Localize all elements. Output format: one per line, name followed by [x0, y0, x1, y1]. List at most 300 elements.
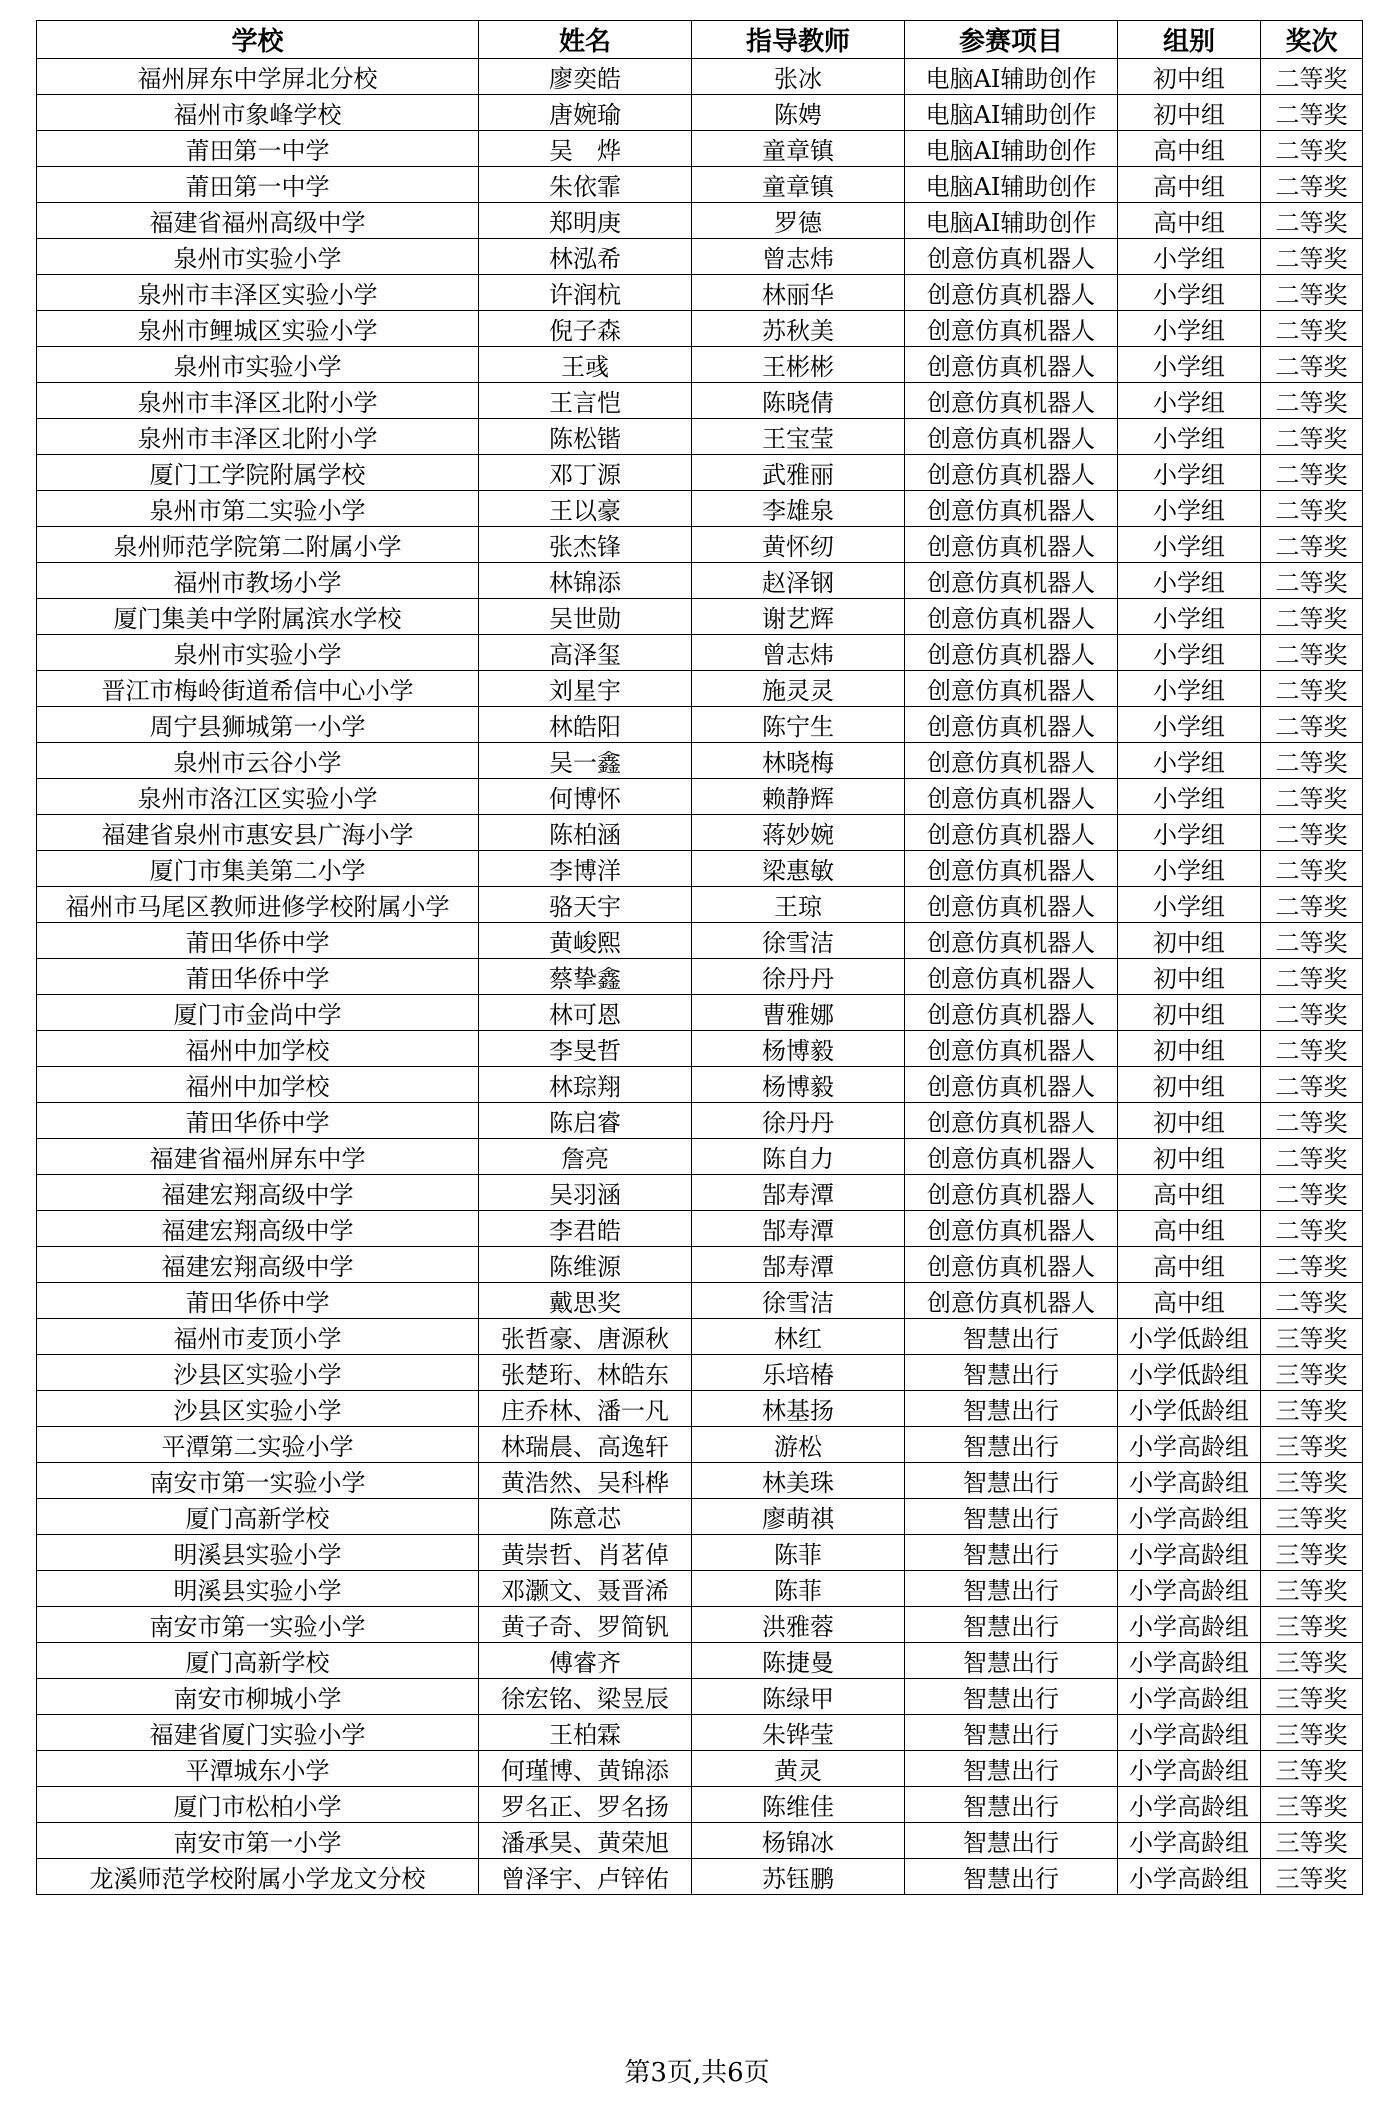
group-cell: 小学组	[1118, 347, 1261, 383]
award-cell: 二等奖	[1261, 887, 1363, 923]
award-cell: 二等奖	[1261, 59, 1363, 95]
award-cell: 二等奖	[1261, 923, 1363, 959]
name-cell: 张楚珩、林皓东	[479, 1355, 692, 1391]
teacher-cell: 徐丹丹	[692, 959, 905, 995]
event-cell: 智慧出行	[905, 1319, 1118, 1355]
award-cell: 二等奖	[1261, 1067, 1363, 1103]
event-cell: 创意仿真机器人	[905, 455, 1118, 491]
award-cell: 二等奖	[1261, 1247, 1363, 1283]
teacher-cell: 廖萌祺	[692, 1499, 905, 1535]
event-cell: 智慧出行	[905, 1499, 1118, 1535]
school-cell: 泉州市丰泽区北附小学	[37, 419, 479, 455]
award-cell: 二等奖	[1261, 959, 1363, 995]
award-cell: 二等奖	[1261, 779, 1363, 815]
group-cell: 初中组	[1118, 923, 1261, 959]
event-cell: 创意仿真机器人	[905, 887, 1118, 923]
table-row	[37, 1535, 1363, 1571]
name-cell: 张杰锋	[479, 527, 692, 563]
teacher-cell: 罗德	[692, 203, 905, 239]
group-cell: 高中组	[1118, 167, 1261, 203]
table-row	[37, 1679, 1363, 1715]
school-cell: 平潭第二实验小学	[37, 1427, 479, 1463]
school-cell: 泉州市鲤城区实验小学	[37, 311, 479, 347]
table-row	[37, 923, 1363, 959]
award-cell: 三等奖	[1261, 1535, 1363, 1571]
award-cell: 三等奖	[1261, 1427, 1363, 1463]
school-cell: 沙县区实验小学	[37, 1355, 479, 1391]
award-cell: 二等奖	[1261, 311, 1363, 347]
group-cell: 小学组	[1118, 815, 1261, 851]
table-row	[37, 599, 1363, 635]
group-cell: 小学组	[1118, 275, 1261, 311]
event-cell: 创意仿真机器人	[905, 563, 1118, 599]
name-cell: 庄乔林、潘一凡	[479, 1391, 692, 1427]
award-cell: 三等奖	[1261, 1751, 1363, 1787]
table-row	[37, 347, 1363, 383]
group-cell: 小学高龄组	[1118, 1751, 1261, 1787]
award-cell: 二等奖	[1261, 347, 1363, 383]
event-cell: 创意仿真机器人	[905, 383, 1118, 419]
name-cell: 陈意芯	[479, 1499, 692, 1535]
event-cell: 智慧出行	[905, 1679, 1118, 1715]
award-cell: 三等奖	[1261, 1391, 1363, 1427]
school-cell: 泉州市第二实验小学	[37, 491, 479, 527]
header-group: 组别	[1118, 21, 1261, 59]
name-cell: 李旻哲	[479, 1031, 692, 1067]
event-cell: 创意仿真机器人	[905, 923, 1118, 959]
event-cell: 创意仿真机器人	[905, 599, 1118, 635]
group-cell: 小学高龄组	[1118, 1859, 1261, 1895]
event-cell: 创意仿真机器人	[905, 1067, 1118, 1103]
school-cell: 莆田华侨中学	[37, 959, 479, 995]
header-award: 奖次	[1261, 21, 1363, 59]
name-cell: 陈柏涵	[479, 815, 692, 851]
group-cell: 高中组	[1118, 203, 1261, 239]
school-cell: 南安市第一小学	[37, 1823, 479, 1859]
name-cell: 徐宏铭、梁昱辰	[479, 1679, 692, 1715]
table-row	[37, 1787, 1363, 1823]
school-cell: 福建省厦门实验小学	[37, 1715, 479, 1751]
name-cell: 王彧	[479, 347, 692, 383]
event-cell: 创意仿真机器人	[905, 671, 1118, 707]
table-row	[37, 167, 1363, 203]
group-cell: 小学组	[1118, 743, 1261, 779]
teacher-cell: 苏秋美	[692, 311, 905, 347]
group-cell: 小学组	[1118, 383, 1261, 419]
event-cell: 创意仿真机器人	[905, 815, 1118, 851]
teacher-cell: 乐培椿	[692, 1355, 905, 1391]
teacher-cell: 陈维佳	[692, 1787, 905, 1823]
award-cell: 三等奖	[1261, 1679, 1363, 1715]
event-cell: 创意仿真机器人	[905, 743, 1118, 779]
event-cell: 智慧出行	[905, 1859, 1118, 1895]
table-row	[37, 887, 1363, 923]
school-cell: 福州中加学校	[37, 1067, 479, 1103]
school-cell: 厦门市松柏小学	[37, 1787, 479, 1823]
table-row	[37, 1499, 1363, 1535]
group-cell: 小学组	[1118, 779, 1261, 815]
table-row	[37, 491, 1363, 527]
teacher-cell: 童章镇	[692, 131, 905, 167]
table-row	[37, 1283, 1363, 1319]
award-cell: 二等奖	[1261, 95, 1363, 131]
award-cell: 二等奖	[1261, 995, 1363, 1031]
event-cell: 智慧出行	[905, 1715, 1118, 1751]
name-cell: 蔡挚鑫	[479, 959, 692, 995]
name-cell: 陈松锴	[479, 419, 692, 455]
teacher-cell: 曾志炜	[692, 239, 905, 275]
event-cell: 创意仿真机器人	[905, 275, 1118, 311]
teacher-cell: 蒋妙婉	[692, 815, 905, 851]
award-cell: 三等奖	[1261, 1607, 1363, 1643]
event-cell: 智慧出行	[905, 1643, 1118, 1679]
table-row	[37, 1571, 1363, 1607]
table-row	[37, 1067, 1363, 1103]
school-cell: 沙县区实验小学	[37, 1391, 479, 1427]
school-cell: 厦门高新学校	[37, 1499, 479, 1535]
school-cell: 莆田第一中学	[37, 167, 479, 203]
school-cell: 福州市马尾区教师进修学校附属小学	[37, 887, 479, 923]
school-cell: 泉州市实验小学	[37, 635, 479, 671]
event-cell: 智慧出行	[905, 1535, 1118, 1571]
name-cell: 李博洋	[479, 851, 692, 887]
teacher-cell: 杨锦冰	[692, 1823, 905, 1859]
table-row	[37, 95, 1363, 131]
teacher-cell: 王彬彬	[692, 347, 905, 383]
group-cell: 小学组	[1118, 527, 1261, 563]
teacher-cell: 陈宁生	[692, 707, 905, 743]
award-cell: 三等奖	[1261, 1571, 1363, 1607]
event-cell: 智慧出行	[905, 1463, 1118, 1499]
group-cell: 初中组	[1118, 59, 1261, 95]
event-cell: 创意仿真机器人	[905, 527, 1118, 563]
table-row	[37, 1607, 1363, 1643]
group-cell: 小学组	[1118, 239, 1261, 275]
header-name: 姓名	[479, 21, 692, 59]
name-cell: 骆天宇	[479, 887, 692, 923]
award-cell: 二等奖	[1261, 131, 1363, 167]
table-row	[37, 851, 1363, 887]
event-cell: 创意仿真机器人	[905, 311, 1118, 347]
table-row	[37, 671, 1363, 707]
school-cell: 福州市象峰学校	[37, 95, 479, 131]
table-row	[37, 311, 1363, 347]
teacher-cell: 陈菲	[692, 1571, 905, 1607]
name-cell: 何博怀	[479, 779, 692, 815]
event-cell: 智慧出行	[905, 1787, 1118, 1823]
award-cell: 二等奖	[1261, 275, 1363, 311]
award-cell: 三等奖	[1261, 1715, 1363, 1751]
teacher-cell: 郜寿潭	[692, 1175, 905, 1211]
teacher-cell: 郜寿潭	[692, 1247, 905, 1283]
school-cell: 福州市麦顶小学	[37, 1319, 479, 1355]
teacher-cell: 施灵灵	[692, 671, 905, 707]
school-cell: 泉州市丰泽区实验小学	[37, 275, 479, 311]
school-cell: 南安市第一实验小学	[37, 1607, 479, 1643]
table-row	[37, 635, 1363, 671]
table-row	[37, 1103, 1363, 1139]
group-cell: 小学高龄组	[1118, 1463, 1261, 1499]
teacher-cell: 陈菲	[692, 1535, 905, 1571]
award-cell: 二等奖	[1261, 851, 1363, 887]
name-cell: 戴思奖	[479, 1283, 692, 1319]
teacher-cell: 梁惠敏	[692, 851, 905, 887]
teacher-cell: 林美珠	[692, 1463, 905, 1499]
award-cell: 二等奖	[1261, 707, 1363, 743]
name-cell: 王言恺	[479, 383, 692, 419]
event-cell: 创意仿真机器人	[905, 1283, 1118, 1319]
name-cell: 邓灏文、聂晋浠	[479, 1571, 692, 1607]
event-cell: 智慧出行	[905, 1427, 1118, 1463]
teacher-cell: 徐雪洁	[692, 923, 905, 959]
award-cell: 二等奖	[1261, 671, 1363, 707]
teacher-cell: 陈自力	[692, 1139, 905, 1175]
group-cell: 小学组	[1118, 563, 1261, 599]
group-cell: 小学组	[1118, 671, 1261, 707]
award-cell: 二等奖	[1261, 167, 1363, 203]
name-cell: 许润杭	[479, 275, 692, 311]
event-cell: 电脑AI辅助创作	[905, 95, 1118, 131]
teacher-cell: 游松	[692, 1427, 905, 1463]
event-cell: 创意仿真机器人	[905, 347, 1118, 383]
group-cell: 小学高龄组	[1118, 1427, 1261, 1463]
event-cell: 创意仿真机器人	[905, 707, 1118, 743]
group-cell: 小学低龄组	[1118, 1319, 1261, 1355]
table-row	[37, 1859, 1363, 1895]
award-cell: 二等奖	[1261, 1031, 1363, 1067]
event-cell: 智慧出行	[905, 1391, 1118, 1427]
school-cell: 福州市教场小学	[37, 563, 479, 599]
group-cell: 初中组	[1118, 95, 1261, 131]
school-cell: 厦门工学院附属学校	[37, 455, 479, 491]
school-cell: 福建省福州高级中学	[37, 203, 479, 239]
event-cell: 创意仿真机器人	[905, 1139, 1118, 1175]
school-cell: 福建宏翔高级中学	[37, 1247, 479, 1283]
award-cell: 二等奖	[1261, 563, 1363, 599]
name-cell: 林泓希	[479, 239, 692, 275]
table-row	[37, 203, 1363, 239]
award-cell: 二等奖	[1261, 527, 1363, 563]
event-cell: 创意仿真机器人	[905, 1031, 1118, 1067]
name-cell: 林锦添	[479, 563, 692, 599]
table-row	[37, 239, 1363, 275]
event-cell: 创意仿真机器人	[905, 635, 1118, 671]
table-row	[37, 1823, 1363, 1859]
event-cell: 创意仿真机器人	[905, 959, 1118, 995]
group-cell: 小学高龄组	[1118, 1571, 1261, 1607]
school-cell: 莆田第一中学	[37, 131, 479, 167]
school-cell: 明溪县实验小学	[37, 1535, 479, 1571]
table-row	[37, 1319, 1363, 1355]
teacher-cell: 曾志炜	[692, 635, 905, 671]
header-row	[37, 21, 1363, 59]
award-cell: 二等奖	[1261, 203, 1363, 239]
table-row	[37, 383, 1363, 419]
name-cell: 詹亮	[479, 1139, 692, 1175]
award-cell: 三等奖	[1261, 1319, 1363, 1355]
name-cell: 邓丁源	[479, 455, 692, 491]
name-cell: 朱依霏	[479, 167, 692, 203]
table-row	[37, 779, 1363, 815]
event-cell: 创意仿真机器人	[905, 851, 1118, 887]
table-row	[37, 59, 1363, 95]
table-row	[37, 1031, 1363, 1067]
group-cell: 初中组	[1118, 995, 1261, 1031]
award-cell: 二等奖	[1261, 1175, 1363, 1211]
group-cell: 小学高龄组	[1118, 1535, 1261, 1571]
award-cell: 二等奖	[1261, 419, 1363, 455]
teacher-cell: 林红	[692, 1319, 905, 1355]
teacher-cell: 陈绿甲	[692, 1679, 905, 1715]
group-cell: 初中组	[1118, 1067, 1261, 1103]
school-cell: 厦门高新学校	[37, 1643, 479, 1679]
name-cell: 何瑾博、黄锦添	[479, 1751, 692, 1787]
group-cell: 小学组	[1118, 455, 1261, 491]
event-cell: 创意仿真机器人	[905, 1211, 1118, 1247]
table-row	[37, 1751, 1363, 1787]
event-cell: 智慧出行	[905, 1823, 1118, 1859]
event-cell: 智慧出行	[905, 1607, 1118, 1643]
name-cell: 王柏霖	[479, 1715, 692, 1751]
teacher-cell: 赵泽钢	[692, 563, 905, 599]
table-row	[37, 1247, 1363, 1283]
award-cell: 二等奖	[1261, 599, 1363, 635]
group-cell: 初中组	[1118, 1103, 1261, 1139]
group-cell: 小学组	[1118, 599, 1261, 635]
award-cell: 二等奖	[1261, 491, 1363, 527]
award-cell: 二等奖	[1261, 743, 1363, 779]
award-cell: 二等奖	[1261, 635, 1363, 671]
teacher-cell: 谢艺辉	[692, 599, 905, 635]
table-row	[37, 1643, 1363, 1679]
group-cell: 小学高龄组	[1118, 1499, 1261, 1535]
award-cell: 三等奖	[1261, 1355, 1363, 1391]
school-cell: 南安市柳城小学	[37, 1679, 479, 1715]
name-cell: 刘星宇	[479, 671, 692, 707]
school-cell: 泉州市丰泽区北附小学	[37, 383, 479, 419]
teacher-cell: 黄怀纫	[692, 527, 905, 563]
group-cell: 初中组	[1118, 959, 1261, 995]
teacher-cell: 王琼	[692, 887, 905, 923]
name-cell: 吴世勋	[479, 599, 692, 635]
school-cell: 周宁县狮城第一小学	[37, 707, 479, 743]
teacher-cell: 徐丹丹	[692, 1103, 905, 1139]
table-row	[37, 815, 1363, 851]
name-cell: 唐婉瑜	[479, 95, 692, 131]
name-cell: 倪子森	[479, 311, 692, 347]
teacher-cell: 童章镇	[692, 167, 905, 203]
school-cell: 莆田华侨中学	[37, 1283, 479, 1319]
school-cell: 福州屏东中学屏北分校	[37, 59, 479, 95]
teacher-cell: 洪雅蓉	[692, 1607, 905, 1643]
group-cell: 高中组	[1118, 1175, 1261, 1211]
event-cell: 创意仿真机器人	[905, 239, 1118, 275]
table-row	[37, 455, 1363, 491]
name-cell: 陈维源	[479, 1247, 692, 1283]
group-cell: 小学组	[1118, 887, 1261, 923]
event-cell: 电脑AI辅助创作	[905, 167, 1118, 203]
event-cell: 创意仿真机器人	[905, 779, 1118, 815]
table-row	[37, 1211, 1363, 1247]
table-row	[37, 1715, 1363, 1751]
teacher-cell: 张冰	[692, 59, 905, 95]
header-teacher: 指导教师	[692, 21, 905, 59]
school-cell: 泉州师范学院第二附属小学	[37, 527, 479, 563]
group-cell: 小学高龄组	[1118, 1787, 1261, 1823]
school-cell: 泉州市实验小学	[37, 239, 479, 275]
school-cell: 南安市第一实验小学	[37, 1463, 479, 1499]
group-cell: 小学高龄组	[1118, 1823, 1261, 1859]
name-cell: 吴 烨	[479, 131, 692, 167]
table-row	[37, 995, 1363, 1031]
table-row	[37, 419, 1363, 455]
group-cell: 小学高龄组	[1118, 1643, 1261, 1679]
name-cell: 张哲豪、唐源秋	[479, 1319, 692, 1355]
name-cell: 傅睿齐	[479, 1643, 692, 1679]
name-cell: 曾泽宇、卢锌佑	[479, 1859, 692, 1895]
name-cell: 吴一鑫	[479, 743, 692, 779]
award-cell: 二等奖	[1261, 815, 1363, 851]
teacher-cell: 郜寿潭	[692, 1211, 905, 1247]
group-cell: 高中组	[1118, 1247, 1261, 1283]
teacher-cell: 林晓梅	[692, 743, 905, 779]
name-cell: 林琮翔	[479, 1067, 692, 1103]
school-cell: 明溪县实验小学	[37, 1571, 479, 1607]
school-cell: 龙溪师范学校附属小学龙文分校	[37, 1859, 479, 1895]
school-cell: 福建省泉州市惠安县广海小学	[37, 815, 479, 851]
group-cell: 高中组	[1118, 1211, 1261, 1247]
name-cell: 李君皓	[479, 1211, 692, 1247]
event-cell: 智慧出行	[905, 1751, 1118, 1787]
teacher-cell: 曹雅娜	[692, 995, 905, 1031]
award-cell: 二等奖	[1261, 1139, 1363, 1175]
table-row	[37, 1463, 1363, 1499]
event-cell: 创意仿真机器人	[905, 1247, 1118, 1283]
teacher-cell: 陈晓倩	[692, 383, 905, 419]
school-cell: 平潭城东小学	[37, 1751, 479, 1787]
award-cell: 二等奖	[1261, 383, 1363, 419]
teacher-cell: 赖静辉	[692, 779, 905, 815]
name-cell: 黄崇哲、肖茗倬	[479, 1535, 692, 1571]
table-row	[37, 527, 1363, 563]
page-number: 第3页,共6页	[624, 2058, 770, 2088]
school-cell: 泉州市实验小学	[37, 347, 479, 383]
table-row	[37, 743, 1363, 779]
teacher-cell: 李雄泉	[692, 491, 905, 527]
event-cell: 创意仿真机器人	[905, 1103, 1118, 1139]
teacher-cell: 朱铧莹	[692, 1715, 905, 1751]
award-cell: 三等奖	[1261, 1787, 1363, 1823]
group-cell: 初中组	[1118, 1139, 1261, 1175]
award-cell: 二等奖	[1261, 1211, 1363, 1247]
group-cell: 初中组	[1118, 1031, 1261, 1067]
group-cell: 小学低龄组	[1118, 1355, 1261, 1391]
name-cell: 林瑞晨、高逸轩	[479, 1427, 692, 1463]
name-cell: 黄子奇、罗简钒	[479, 1607, 692, 1643]
school-cell: 厦门集美中学附属滨水学校	[37, 599, 479, 635]
event-cell: 电脑AI辅助创作	[905, 131, 1118, 167]
name-cell: 高泽玺	[479, 635, 692, 671]
group-cell: 小学组	[1118, 851, 1261, 887]
school-cell: 厦门市集美第二小学	[37, 851, 479, 887]
header-school: 学校	[37, 21, 479, 59]
group-cell: 小学高龄组	[1118, 1607, 1261, 1643]
name-cell: 林皓阳	[479, 707, 692, 743]
award-cell: 三等奖	[1261, 1859, 1363, 1895]
name-cell: 王以豪	[479, 491, 692, 527]
group-cell: 小学高龄组	[1118, 1715, 1261, 1751]
name-cell: 罗名正、罗名扬	[479, 1787, 692, 1823]
